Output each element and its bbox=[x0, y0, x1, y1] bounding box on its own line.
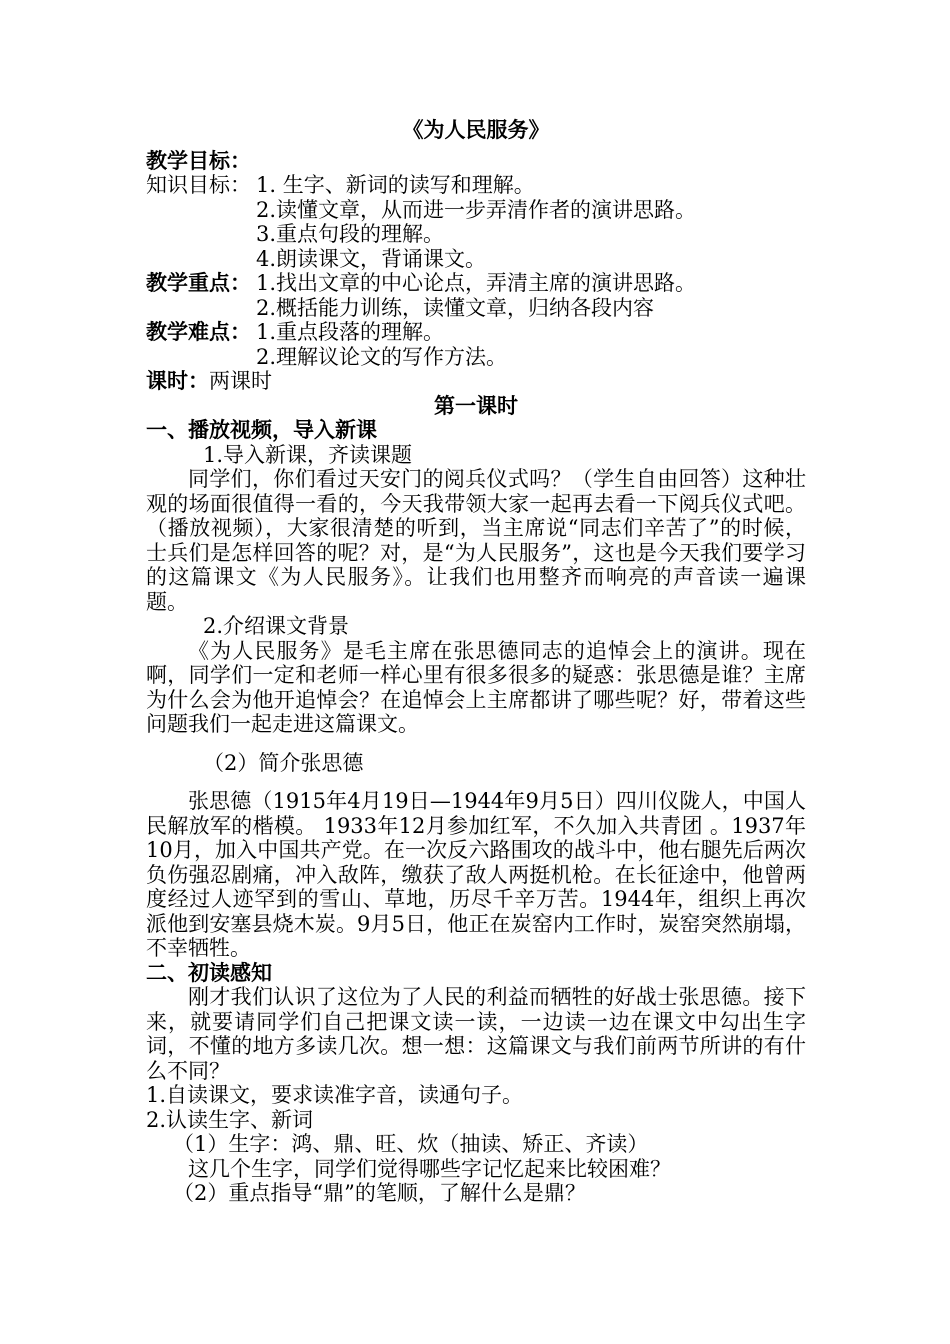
goals-heading: 教学目标： bbox=[146, 148, 251, 173]
subheading: 1.导入新课，齐读课题 bbox=[203, 442, 413, 467]
lesson-heading: 第一课时 bbox=[434, 393, 518, 418]
list-item: 1.自读课文，要求读准字音，读通句子。 bbox=[146, 1083, 524, 1107]
knowledge-item: 2.读懂文章，从而进一步弄清作者的演讲思路。 bbox=[256, 197, 697, 222]
document-title: 《为人民服务》 bbox=[402, 118, 550, 142]
knowledge-item: 3.重点句段的理解。 bbox=[256, 222, 445, 246]
section-heading: 二、初读感知 bbox=[146, 960, 272, 985]
subheading: （1）生字：鸿、鼎、旺、炊（抽读、矫正、齐读） bbox=[173, 1132, 649, 1156]
subheading: 2.介绍课文背景 bbox=[203, 614, 350, 638]
difficult-label: 教学难点： bbox=[146, 320, 251, 344]
subheading: （2）重点指导“鼎”的笔顺，了解什么是鼎？ bbox=[173, 1181, 586, 1205]
document-page bbox=[146, 118, 806, 1206]
section-heading: 一、播放视频，导入新课 bbox=[146, 418, 377, 442]
knowledge-goals bbox=[146, 173, 806, 198]
paragraph: 《为人民服务》是毛主席在张思德同志的追悼会上的演讲。现在啊，同学们一定和老师一样心里有很多很多的疑惑：张思德是谁？主席为什么会为他开追悼会？在追悼会上主席都讲了哪些呢？好，带着这些问题我们一起走进这篇课文。 bbox=[146, 638, 806, 736]
paragraph: 张思德（1915年4月19日—1944年9月5日）四川仪陇人，中国人民解放军的楷模。 1933年12月参加红军，不久加入共青团 。1937年10月，加入中国共产党。在一次反六路围攻的战斗中，他右腿先后两次负伤强忍剧痛，冲入敌阵，缴获了敌人两挺机枪。在长征途中，他曾两度经过人迹罕到的雪山、草地，历尽千辛万苦。1944年，组织上再次派他到安塞县烧木炭。9月5日，他正在炭窑内工作时，炭窑突然崩塌，不幸牺牲。 bbox=[146, 789, 806, 960]
key-item: 2.概括能力训练，读懂文章，归纳各段内容 bbox=[256, 295, 655, 320]
difficult-points bbox=[146, 320, 806, 345]
difficult-item: 2.理解议论文的写作方法。 bbox=[256, 344, 508, 369]
class-hours bbox=[146, 369, 806, 394]
paragraph: 同学们，你们看过天安门的阅兵仪式吗？（学生自由回答）这种壮观的场面很值得一看的，今天我带领大家一起再去看一下阅兵仪式吧。（播放视频），大家很清楚的听到，当主席说“同志们辛苦了”的时候，士兵们是怎样回答的呢？对，是“为人民服务”，这也是今天我们要学习的这篇课文《为人民服务》。让我们也用整齐而响亮的声音读一遍课题。 bbox=[146, 467, 806, 614]
key-label: 教学重点： bbox=[146, 271, 251, 295]
subheading: （2）简介张思德 bbox=[203, 750, 364, 775]
key-item: 1.找出文章的中心论点，弄清主席的演讲思路。 bbox=[256, 271, 697, 295]
knowledge-item: 4.朗读课文，背诵课文。 bbox=[256, 246, 487, 271]
knowledge-label: 知识目标： bbox=[146, 173, 251, 197]
difficult-item: 1.重点段落的理解。 bbox=[256, 320, 445, 344]
paragraph: 刚才我们认识了这位为了人民的利益而牺牲的好战士张思德。接下来，就要请同学们自己把课文读一读，一边读一边在课文中勾出生字词，不懂的地方多读几次。想一想：这篇课文与我们前两节所讲的有什么不同？ bbox=[146, 985, 806, 1083]
hours-label: 课时： bbox=[146, 369, 209, 393]
knowledge-item: 1. 生字、新词的读写和理解。 bbox=[256, 173, 535, 197]
list-item: 2.认读生字、新词 bbox=[146, 1107, 314, 1132]
text-line: 这几个生字，同学们觉得哪些字记忆起来比较困难？ bbox=[188, 1156, 671, 1181]
key-points bbox=[146, 271, 806, 296]
hours-value: 两课时 bbox=[209, 369, 272, 393]
